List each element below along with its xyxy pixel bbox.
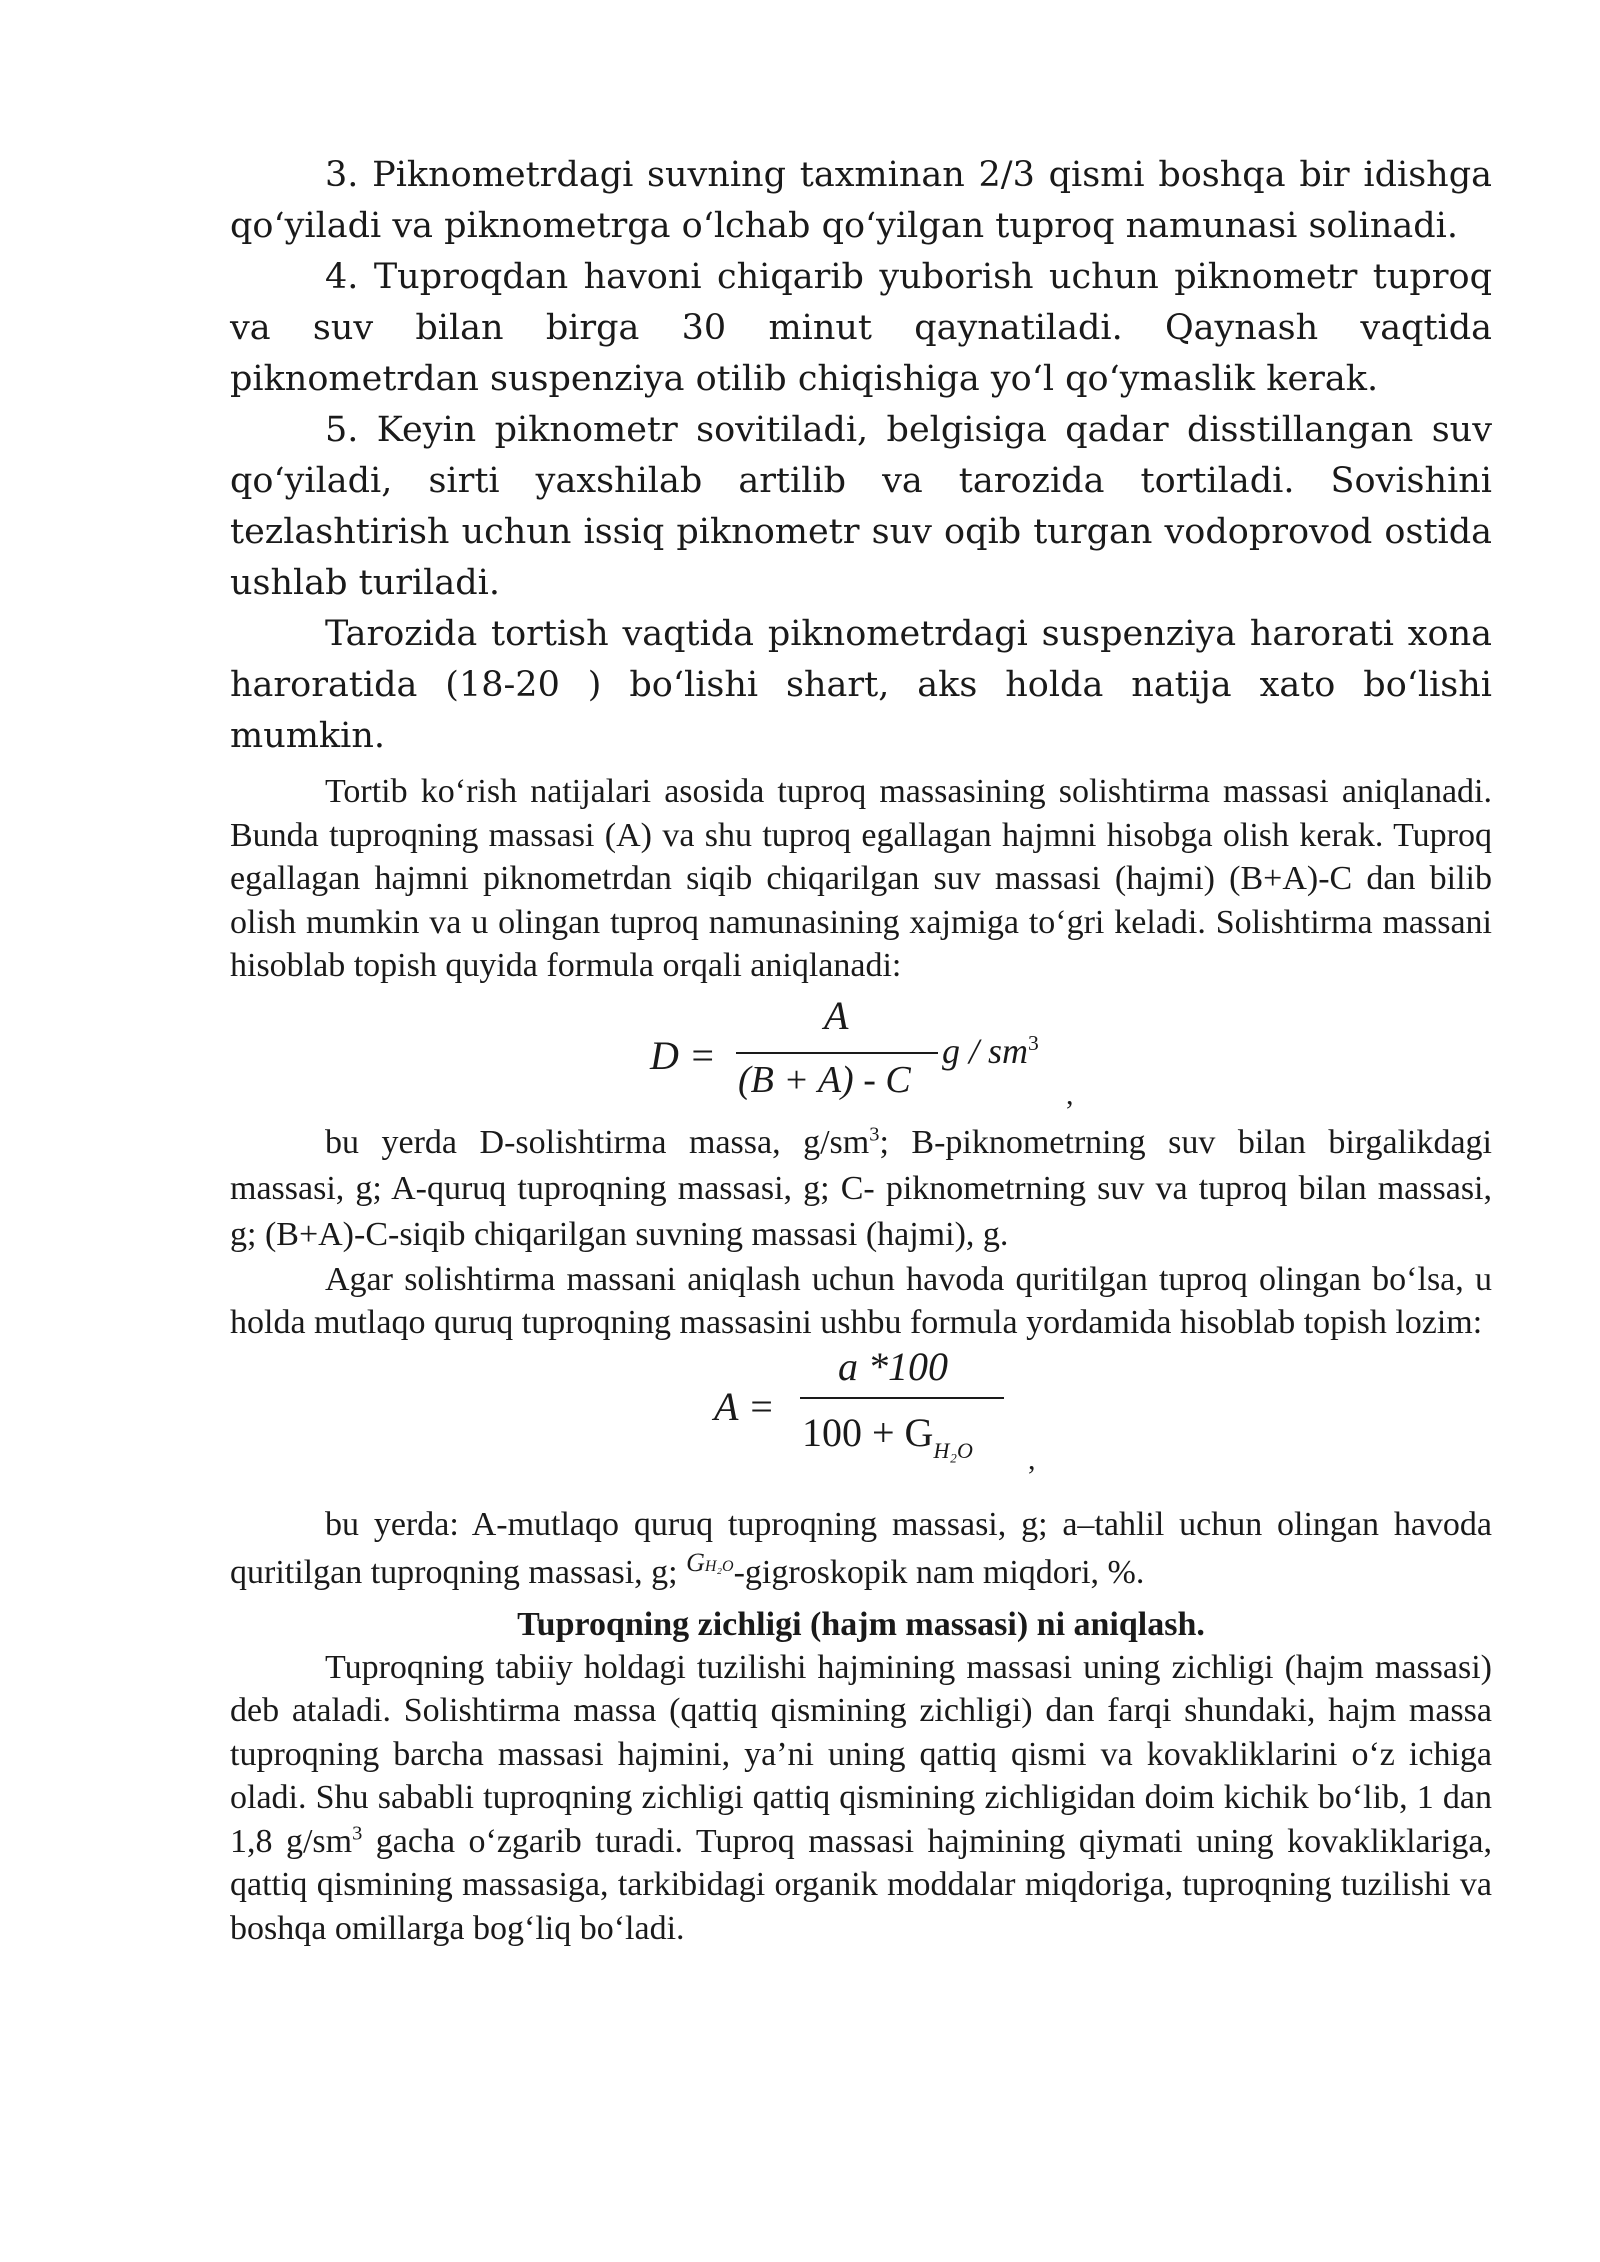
formula2-fraction-bar bbox=[800, 1397, 1004, 1399]
formula1-denominator: (B + A) - C bbox=[738, 1058, 911, 1101]
formula1-unit-text: g / sm bbox=[942, 1030, 1029, 1071]
formula2-denominator-subscript: H₂O bbox=[933, 1437, 973, 1463]
formula1-lhs: D = bbox=[650, 1032, 716, 1078]
gigroscopic-symbol-subscript: H₂O bbox=[704, 1557, 734, 1575]
legend2-text-b: -gigroskopik nam miqdori, %. bbox=[733, 1553, 1145, 1591]
section-heading: Tuproqning zichligi (hajm massasi) ni aniqlash. bbox=[517, 1605, 1205, 1643]
paragraph-bulk-density bbox=[230, 1646, 1492, 1951]
paragraph-formula1-legend bbox=[230, 1120, 1492, 1258]
document-page bbox=[230, 150, 1492, 1950]
gigroscopic-symbol-base: G bbox=[686, 1547, 705, 1577]
paragraph-weighing-temperature: Tarozida tortish vaqtida piknometrdagi suspenziya harorati xona haroratida (18-20 ) bo‘lishi shart, aks holda natija xato bo‘lishi mumkin. bbox=[230, 614, 1492, 756]
gigroscopic-symbol bbox=[686, 1548, 733, 1577]
paragraph-step-3: 3. Piknometrdagi suvning taxminan 2/3 qismi boshqa bir idishga qo‘yiladi va piknometrga o‘lchab qo‘yilgan tuproq namunasi solinadi. bbox=[230, 155, 1492, 246]
formula1-unit bbox=[942, 1030, 1039, 1072]
bulk-density-text-a: Tuproqning tabiiy holdagi tuzilishi hajmining massasi uning zichligi (hajm massasi) deb ataladi. Solishtirma massa (qattiq qismining zichligi) dan farqi shundaki, hajm massa tuproqning barcha massasi hajmini, ya’ni uning qattiq qismi va kovakliklarini o‘z ichiga oladi. Shu sababli tuproqning zichligi qattiq qismining zichligidan doim kichik bo‘lib, 1 dan 1,8 g/sm bbox=[230, 1648, 1492, 1860]
legend1-exponent: 3 bbox=[869, 1123, 880, 1146]
formula1-comma: , bbox=[1066, 1077, 1074, 1111]
formula2-comma: , bbox=[1028, 1442, 1036, 1476]
paragraph-density-intro: Tortib ko‘rish natijalari asosida tuproq massasining solishtirma massasi aniqlanadi. Bunda tuproqning massasi (A) va shu tuproq egallagan hajmni hisobga olish kerak. Tuproq egallagan hajmni piknometrdan siqib chiqarilgan suv massasi (hajmi) (B+A)-C dan bilib olish mumkin va u olingan tuproq namunasining xajmiga to‘gri keladi. Solishtirma massani hisoblab topish quyida formula orqali aniqlanadi: bbox=[230, 773, 1492, 984]
formula-specific-mass bbox=[230, 994, 1492, 1120]
formula-absolute-dry-mass bbox=[230, 1343, 1492, 1501]
paragraph-step-4: 4. Tuproqdan havoni chiqarib yuborish uchun piknometr tuproq va suv bilan birga 30 minut qaynatiladi. Qaynash vaqtida piknometrdan suspenziya otilib chiqishiga yo‘l qo‘ymaslik kerak. bbox=[230, 257, 1492, 399]
formula1-fraction-bar bbox=[736, 1052, 938, 1054]
formula2-denominator-text: 100 + G bbox=[802, 1409, 934, 1455]
paragraph-formula2-legend bbox=[230, 1501, 1492, 1603]
formula2-numerator: a *100 bbox=[838, 1343, 948, 1389]
formula1-numerator: A bbox=[824, 992, 849, 1038]
legend1-text-b: ; B-piknometrning suv bilan birgalikdagi massasi, g; A-quruq tuproqning massasi, g; C- piknometrning suv va tuproq bilan massasi, g; (B+A)-C-siqib chiqarilgan suvning massasi (hajmi), g. bbox=[230, 1123, 1492, 1253]
legend1-text-a: bu yerda D-solishtirma massa, g/sm bbox=[325, 1123, 870, 1161]
formula2-lhs: A = bbox=[714, 1383, 775, 1429]
paragraph-air-dried-soil: Agar solishtirma massani aniqlash uchun havoda quritilgan tuproq olingan bo‘lsa, u holda mutlaqo quruq tuproqning massasini ushbu formula yordamida hisoblab topish lozim: bbox=[230, 1260, 1492, 1341]
formula1-unit-exponent: 3 bbox=[1028, 1030, 1039, 1055]
bulk-density-exponent: 3 bbox=[352, 1822, 363, 1845]
paragraph-step-5: 5. Keyin piknometr sovitiladi, belgisiga qadar disstillangan suv qo‘yiladi, sirti yaxshilab artilib va tarozida tortiladi. Sovishini tezlashtirish uchun issiq piknometr suv oqib turgan vodoprovod ostida ushlab turiladi. bbox=[230, 410, 1492, 603]
formula2-denominator bbox=[802, 1409, 973, 1463]
bulk-density-text-b: gacha o‘zgarib turadi. Tuproq massasi hajmining qiymati uning kovakliklariga, qattiq qismining massasiga, tarkibidagi organik moddalar miqdoriga, tuproqning tuzilishi va boshqa omillarga bog‘liq bo‘ladi. bbox=[230, 1822, 1492, 1947]
legend2-text-a: bu yerda: A-mutlaqo quruq tuproqning massasi, g; a–tahlil uchun olingan havoda quritilgan tuproqning massasi, g; bbox=[230, 1505, 1492, 1591]
